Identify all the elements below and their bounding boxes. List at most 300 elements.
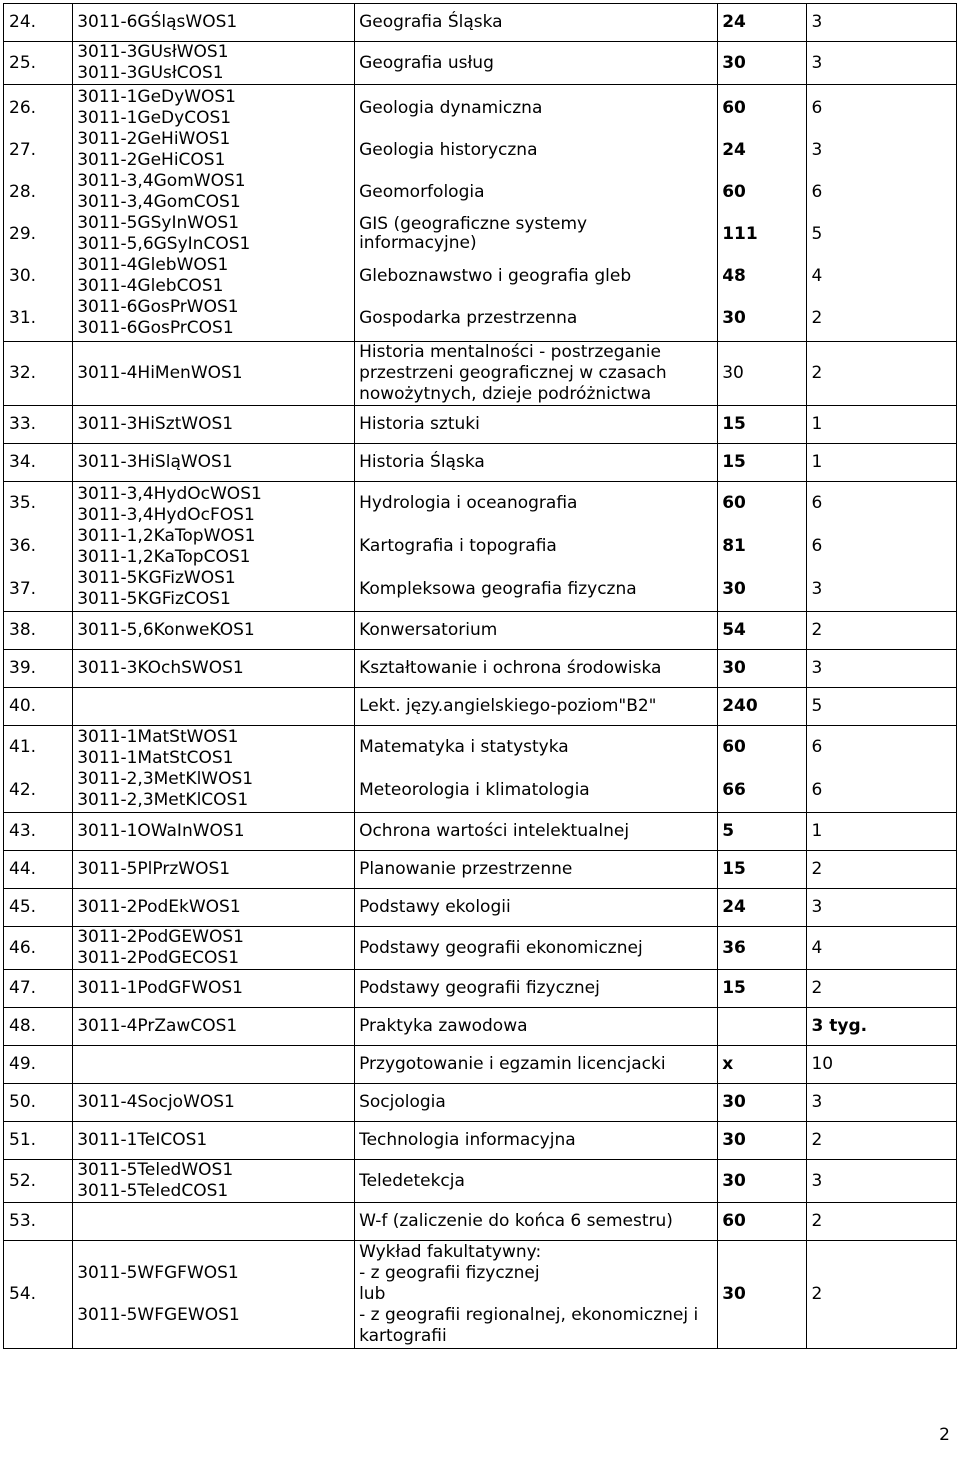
table-row	[4, 650, 957, 688]
hours-value	[718, 406, 807, 444]
course-code-line: 3011-1TeICOS1	[77, 1130, 208, 1150]
hours-value-line: 15	[722, 859, 746, 879]
row-number	[4, 406, 73, 444]
hours-value-line: 60	[722, 737, 746, 757]
course-code-line: 3011-5TeledWOS1	[77, 1160, 234, 1180]
hours-value-line: 5	[722, 821, 735, 841]
hours-value-line: 60	[722, 97, 746, 118]
ects-value-line: 3	[811, 579, 823, 599]
row-number	[4, 650, 73, 688]
table-row	[4, 4, 957, 42]
course-name	[355, 1241, 718, 1349]
row-number	[4, 688, 73, 726]
row-number-line: 36.	[9, 536, 37, 556]
hours-value-line: 30	[722, 52, 746, 73]
row-number	[4, 889, 73, 927]
course-name-line: Meteorologia i klimatologia	[359, 780, 590, 800]
course-code	[73, 1008, 355, 1046]
course-code-line: 3011-2PodGECOS1	[77, 948, 240, 968]
course-name	[355, 342, 718, 406]
table-row	[4, 1241, 957, 1349]
table-row	[4, 1122, 957, 1160]
course-name-line: Wykład fakultatywny:	[359, 1242, 542, 1262]
course-code	[73, 406, 355, 444]
row-number-line: 44.	[9, 859, 37, 879]
table-row	[4, 85, 957, 342]
hours-value	[718, 612, 807, 650]
course-code	[73, 970, 355, 1008]
hours-value-line: 111	[722, 223, 758, 244]
course-name	[355, 1046, 718, 1084]
course-name-line: Lekt. języ.angielskiego-poziom"B2"	[359, 696, 657, 716]
course-code-line: 3011-6GosPrCOS1	[77, 318, 234, 338]
table-row	[4, 612, 957, 650]
row-number	[4, 726, 73, 813]
hours-value-line: 66	[722, 780, 746, 800]
hours-value-line: 24	[722, 139, 746, 160]
ects-value	[807, 444, 957, 482]
course-name-line: Przygotowanie i egzamin licencjacki	[359, 1054, 666, 1074]
course-code-line: 3011-3KOchSWOS1	[77, 658, 244, 678]
hours-value-line: 30	[722, 1092, 746, 1112]
course-name-line: Podstawy geografii fizycznej	[359, 978, 600, 998]
course-name	[355, 1084, 718, 1122]
course-code-line: 3011-6GosPrWOS1	[77, 297, 239, 317]
course-name-line: przestrzeni geograficznej w czasach	[359, 363, 667, 383]
ects-value	[807, 1008, 957, 1046]
hours-value-line: 54	[722, 620, 746, 640]
course-name-line: Geologia dynamiczna	[359, 97, 543, 118]
hours-value-line	[722, 1016, 802, 1037]
hours-value	[718, 1046, 807, 1084]
hours-value	[718, 1122, 807, 1160]
ects-value	[807, 650, 957, 688]
ects-value-line: 3	[811, 1092, 823, 1112]
row-number	[4, 851, 73, 889]
hours-value-line: 48	[722, 265, 746, 286]
course-code-line: 3011-4SocjoWOS1	[77, 1092, 235, 1112]
row-number-line: 27.	[9, 139, 37, 160]
row-number-line: 41.	[9, 737, 37, 757]
course-name-line: Historia Śląska	[359, 452, 485, 472]
hours-value-line: 30	[722, 1130, 746, 1150]
ects-value-line: 6	[811, 536, 823, 556]
ects-value-line: 2	[811, 307, 823, 328]
course-name-line: Historia mentalności - postrzeganie	[359, 342, 661, 362]
row-number-line: 51.	[9, 1130, 37, 1150]
course-name	[355, 927, 718, 970]
row-number-line: 28.	[9, 181, 37, 202]
ects-value-line: 3	[811, 139, 823, 160]
hours-value-line: x	[722, 1054, 734, 1074]
hours-value-line: 15	[722, 414, 746, 434]
course-name-line: Podstawy geografii ekonomicznej	[359, 937, 643, 958]
row-number-line: 39.	[9, 658, 37, 678]
course-code	[73, 342, 355, 406]
course-name	[355, 42, 718, 85]
ects-value	[807, 406, 957, 444]
course-name-line: Teledetekcja	[359, 1170, 465, 1191]
ects-value-line: 3 tyg.	[811, 1016, 868, 1036]
table-row	[4, 42, 957, 85]
hours-value	[718, 342, 807, 406]
row-number	[4, 42, 73, 85]
row-number	[4, 342, 73, 406]
table-row	[4, 1008, 957, 1046]
row-number-line: 40.	[9, 696, 37, 716]
course-code	[73, 1160, 355, 1203]
course-code-line: 3011-1OWaInWOS1	[77, 821, 245, 841]
course-code	[73, 612, 355, 650]
ects-value	[807, 1122, 957, 1160]
row-number-line: 31.	[9, 307, 37, 328]
hours-value	[718, 1084, 807, 1122]
row-number	[4, 1241, 73, 1349]
ects-value	[807, 688, 957, 726]
hours-value-line: 81	[722, 536, 746, 556]
ects-value	[807, 726, 957, 813]
course-code-line: 3011-5,6KonweKOS1	[77, 620, 255, 640]
course-code-line: 3011-6GŚląsWOS1	[77, 12, 238, 32]
row-number-line: 25.	[9, 52, 37, 73]
course-code-line: 3011-3GUsłCOS1	[77, 63, 224, 83]
ects-value-line: 6	[811, 780, 823, 800]
course-code-line: 3011-3GUsłWOS1	[77, 42, 229, 62]
table-row	[4, 851, 957, 889]
row-number-line: 48.	[9, 1016, 37, 1036]
hours-value-line: 60	[722, 1211, 746, 1231]
course-name	[355, 1008, 718, 1046]
table-row	[4, 1046, 957, 1084]
course-name-line: Kształtowanie i ochrona środowiska	[359, 658, 662, 678]
ects-value-line: 5	[811, 696, 823, 716]
course-name-line: informacyjne)	[359, 233, 477, 253]
ects-value-line: 2	[811, 363, 823, 383]
course-code	[73, 851, 355, 889]
hours-value	[718, 482, 807, 612]
hours-value	[718, 1241, 807, 1349]
table-row	[4, 406, 957, 444]
course-code-line: 3011-5PlPrzWOS1	[77, 859, 231, 879]
course-code-line: 3011-3HiSztWOS1	[77, 414, 234, 434]
hours-value	[718, 726, 807, 813]
course-name-line: Kompleksowa geografia fizyczna	[359, 579, 637, 599]
ects-value	[807, 851, 957, 889]
course-code	[73, 1241, 355, 1349]
hours-value-line: 240	[722, 696, 758, 716]
course-code-line: 3011-5WFGFWOS1	[77, 1263, 239, 1283]
course-code-line: 3011-5GSyInWOS1	[77, 213, 240, 233]
table-row	[4, 927, 957, 970]
hours-value	[718, 444, 807, 482]
ects-value-line: 3	[811, 1170, 823, 1191]
row-number	[4, 482, 73, 612]
course-name-line: - z geografii fizycznej	[359, 1263, 540, 1283]
ects-value	[807, 342, 957, 406]
courses-table-body	[4, 4, 957, 1349]
course-name-line: Matematyka i statystyka	[359, 737, 569, 757]
ects-value-line: 6	[811, 737, 823, 757]
ects-value-line: 2	[811, 1211, 823, 1231]
course-code	[73, 1203, 355, 1241]
hours-value-line: 30	[722, 1284, 746, 1304]
row-number-line: 54.	[9, 1284, 37, 1304]
hours-value	[718, 688, 807, 726]
row-number-line: 45.	[9, 897, 37, 917]
table-row	[4, 444, 957, 482]
ects-value-line: 6	[811, 97, 823, 118]
row-number-line: 42.	[9, 780, 37, 800]
hours-value-line: 30	[722, 307, 746, 328]
hours-value	[718, 1160, 807, 1203]
row-number-line: 38.	[9, 620, 37, 640]
ects-value-line: 3	[811, 658, 823, 678]
course-code	[73, 726, 355, 813]
ects-value-line: 2	[811, 859, 823, 879]
hours-value	[718, 970, 807, 1008]
table-row	[4, 482, 957, 612]
hours-value-line: 24	[722, 897, 746, 917]
ects-value-line: 10	[811, 1054, 834, 1074]
course-code-line: 3011-1,2KaTopCOS1	[77, 546, 251, 567]
course-code-line: 3011-5TeledCOS1	[77, 1181, 229, 1201]
course-name-line: Hydrologia i oceanografia	[359, 493, 578, 513]
course-code-line	[77, 696, 350, 717]
hours-value-line: 30	[722, 363, 744, 383]
course-code-line: 3011-3,4GomCOS1	[77, 192, 241, 212]
hours-value	[718, 927, 807, 970]
course-code	[73, 688, 355, 726]
course-name	[355, 1203, 718, 1241]
course-name-line: Gleboznawstwo i geografia gleb	[359, 265, 632, 286]
course-code-line	[77, 1284, 350, 1305]
row-number-line: 24.	[9, 12, 37, 32]
ects-value	[807, 1203, 957, 1241]
ects-value-line: 1	[811, 821, 823, 841]
hours-value-line: 24	[722, 12, 746, 32]
course-name	[355, 1160, 718, 1203]
course-code-line: 3011-3,4GomWOS1	[77, 171, 246, 191]
row-number	[4, 444, 73, 482]
row-number	[4, 4, 73, 42]
course-code-line: 3011-4GlebWOS1	[77, 255, 229, 275]
course-code	[73, 4, 355, 42]
ects-value	[807, 4, 957, 42]
course-name-line: Podstawy ekologii	[359, 897, 511, 917]
row-number-line: 26.	[9, 97, 37, 118]
course-code-line: 3011-1PodGFWOS1	[77, 978, 244, 998]
course-code-line: 3011-2,3MetKlCOS1	[77, 790, 249, 810]
ects-value-line: 5	[811, 223, 823, 244]
row-number	[4, 1203, 73, 1241]
ects-value	[807, 813, 957, 851]
courses-table	[3, 3, 957, 1349]
ects-value-line: 1	[811, 414, 823, 434]
course-name	[355, 970, 718, 1008]
row-number	[4, 927, 73, 970]
course-name-line: Geografia Śląska	[359, 12, 503, 32]
course-code-line: 3011-3,4HydOcFOS1	[77, 504, 255, 525]
table-row	[4, 970, 957, 1008]
course-code-line: 3011-2PodEkWOS1	[77, 897, 241, 917]
course-code-line: 3011-4PrZawCOS1	[77, 1016, 238, 1036]
row-number	[4, 612, 73, 650]
hours-value-line: 30	[722, 579, 746, 599]
course-name-line: Geologia historyczna	[359, 139, 538, 160]
row-number-line: 33.	[9, 414, 37, 434]
course-name-line: GIS (geograficzne systemy	[359, 214, 588, 234]
row-number-line: 29.	[9, 223, 37, 244]
course-code-line: 3011-2,3MetKlWOS1	[77, 769, 254, 789]
ects-value	[807, 1160, 957, 1203]
course-name	[355, 4, 718, 42]
hours-value	[718, 889, 807, 927]
ects-value-line: 6	[811, 493, 823, 513]
ects-value	[807, 42, 957, 85]
course-name-line: Socjologia	[359, 1092, 446, 1112]
course-code-line: 3011-1MatStCOS1	[77, 748, 234, 768]
ects-value-line: 2	[811, 978, 823, 998]
hours-value-line: 36	[722, 937, 746, 958]
course-name-line: Technologia informacyjna	[359, 1130, 576, 1150]
course-name-line: kartografii	[359, 1326, 447, 1346]
course-name	[355, 889, 718, 927]
course-name-line: Historia sztuki	[359, 414, 480, 434]
ects-value-line: 2	[811, 1130, 823, 1150]
course-name	[355, 688, 718, 726]
course-name-line: Praktyka zawodowa	[359, 1016, 528, 1036]
course-code-line: 3011-2PodGEWOS1	[77, 927, 244, 947]
ects-value-line: 3	[811, 12, 823, 32]
hours-value-line: 15	[722, 452, 746, 472]
ects-value	[807, 927, 957, 970]
hours-value-line: 30	[722, 658, 746, 678]
course-code-line: 3011-1GeDyCOS1	[77, 108, 232, 128]
course-code-line: 3011-2GeHiCOS1	[77, 150, 226, 170]
ects-value	[807, 889, 957, 927]
row-number	[4, 813, 73, 851]
course-name	[355, 813, 718, 851]
hours-value	[718, 1203, 807, 1241]
hours-value-line: 60	[722, 181, 746, 202]
hours-value	[718, 42, 807, 85]
course-code	[73, 650, 355, 688]
ects-value-line: 3	[811, 897, 823, 917]
table-row	[4, 1160, 957, 1203]
course-name-line: Kartografia i topografia	[359, 536, 557, 556]
ects-value-line: 2	[811, 1284, 823, 1304]
course-name	[355, 482, 718, 612]
hours-value	[718, 813, 807, 851]
row-number	[4, 1046, 73, 1084]
ects-value	[807, 1241, 957, 1349]
hours-value	[718, 4, 807, 42]
row-number-line: 47.	[9, 978, 37, 998]
course-code-line: 3011-3HiSląWOS1	[77, 452, 233, 472]
ects-value-line: 6	[811, 181, 823, 202]
course-code-line: 3011-5KGFizCOS1	[77, 588, 231, 609]
course-code-line: 3011-3,4HydOcWOS1	[77, 483, 262, 504]
ects-value	[807, 612, 957, 650]
course-name-line: - z geografii regionalnej, ekonomicznej i	[359, 1305, 699, 1325]
course-code	[73, 927, 355, 970]
row-number	[4, 1084, 73, 1122]
table-row	[4, 342, 957, 406]
course-name-line: nowożytnych, dzieje podróżnictwa	[359, 384, 652, 404]
ects-value-line: 2	[811, 620, 823, 640]
ects-value-line: 1	[811, 452, 823, 472]
row-number-line: 49.	[9, 1054, 37, 1074]
hours-value	[718, 851, 807, 889]
course-code-line	[77, 1211, 350, 1232]
course-name-line: Geomorfologia	[359, 181, 485, 202]
row-number-line: 53.	[9, 1211, 37, 1231]
course-code	[73, 889, 355, 927]
course-code-line: 3011-4HiMenWOS1	[77, 363, 243, 383]
row-number-line: 52.	[9, 1170, 37, 1191]
hours-value	[718, 85, 807, 342]
course-code-line	[77, 1054, 350, 1075]
course-code-line: 3011-1,2KaTopWOS1	[77, 525, 256, 546]
hours-value-line: 60	[722, 493, 746, 513]
ects-value-line: 3	[811, 52, 823, 73]
course-name	[355, 406, 718, 444]
course-name-line: Planowanie przestrzenne	[359, 859, 573, 879]
hours-value-line: 30	[722, 1170, 746, 1191]
row-number-line: 50.	[9, 1092, 37, 1112]
ects-value-line: 4	[811, 265, 823, 286]
table-row	[4, 889, 957, 927]
course-code	[73, 85, 355, 342]
course-code	[73, 1084, 355, 1122]
table-row	[4, 1203, 957, 1241]
course-code	[73, 1122, 355, 1160]
course-code-line: 3011-1GeDyWOS1	[77, 87, 236, 107]
hours-value	[718, 650, 807, 688]
course-code-line: 3011-5WFGEWOS1	[77, 1305, 240, 1325]
ects-value	[807, 482, 957, 612]
table-row	[4, 813, 957, 851]
row-number-line: 30.	[9, 265, 37, 286]
row-number-line: 32.	[9, 363, 37, 383]
row-number-line: 37.	[9, 579, 37, 599]
row-number-line: 43.	[9, 821, 37, 841]
course-name-line: Konwersatorium	[359, 620, 498, 640]
ects-value	[807, 85, 957, 342]
row-number	[4, 1008, 73, 1046]
course-name	[355, 650, 718, 688]
ects-value	[807, 1046, 957, 1084]
course-name	[355, 444, 718, 482]
course-name	[355, 726, 718, 813]
course-name	[355, 612, 718, 650]
row-number-line: 35.	[9, 493, 37, 513]
course-code-line: 3011-5KGFizWOS1	[77, 567, 236, 588]
course-name-line: W-f (zaliczenie do końca 6 semestru)	[359, 1211, 673, 1231]
ects-value	[807, 1084, 957, 1122]
course-name-line: Geografia usług	[359, 52, 494, 73]
hours-value-line: 15	[722, 978, 746, 998]
course-name-line: lub	[359, 1284, 386, 1304]
course-code	[73, 482, 355, 612]
course-name	[355, 85, 718, 342]
ects-value-line: 4	[811, 937, 823, 958]
row-number-line: 34.	[9, 452, 37, 472]
row-number	[4, 1122, 73, 1160]
course-code-line: 3011-1MatStWOS1	[77, 727, 239, 747]
course-name-line: Gospodarka przestrzenna	[359, 307, 578, 328]
ects-value	[807, 970, 957, 1008]
